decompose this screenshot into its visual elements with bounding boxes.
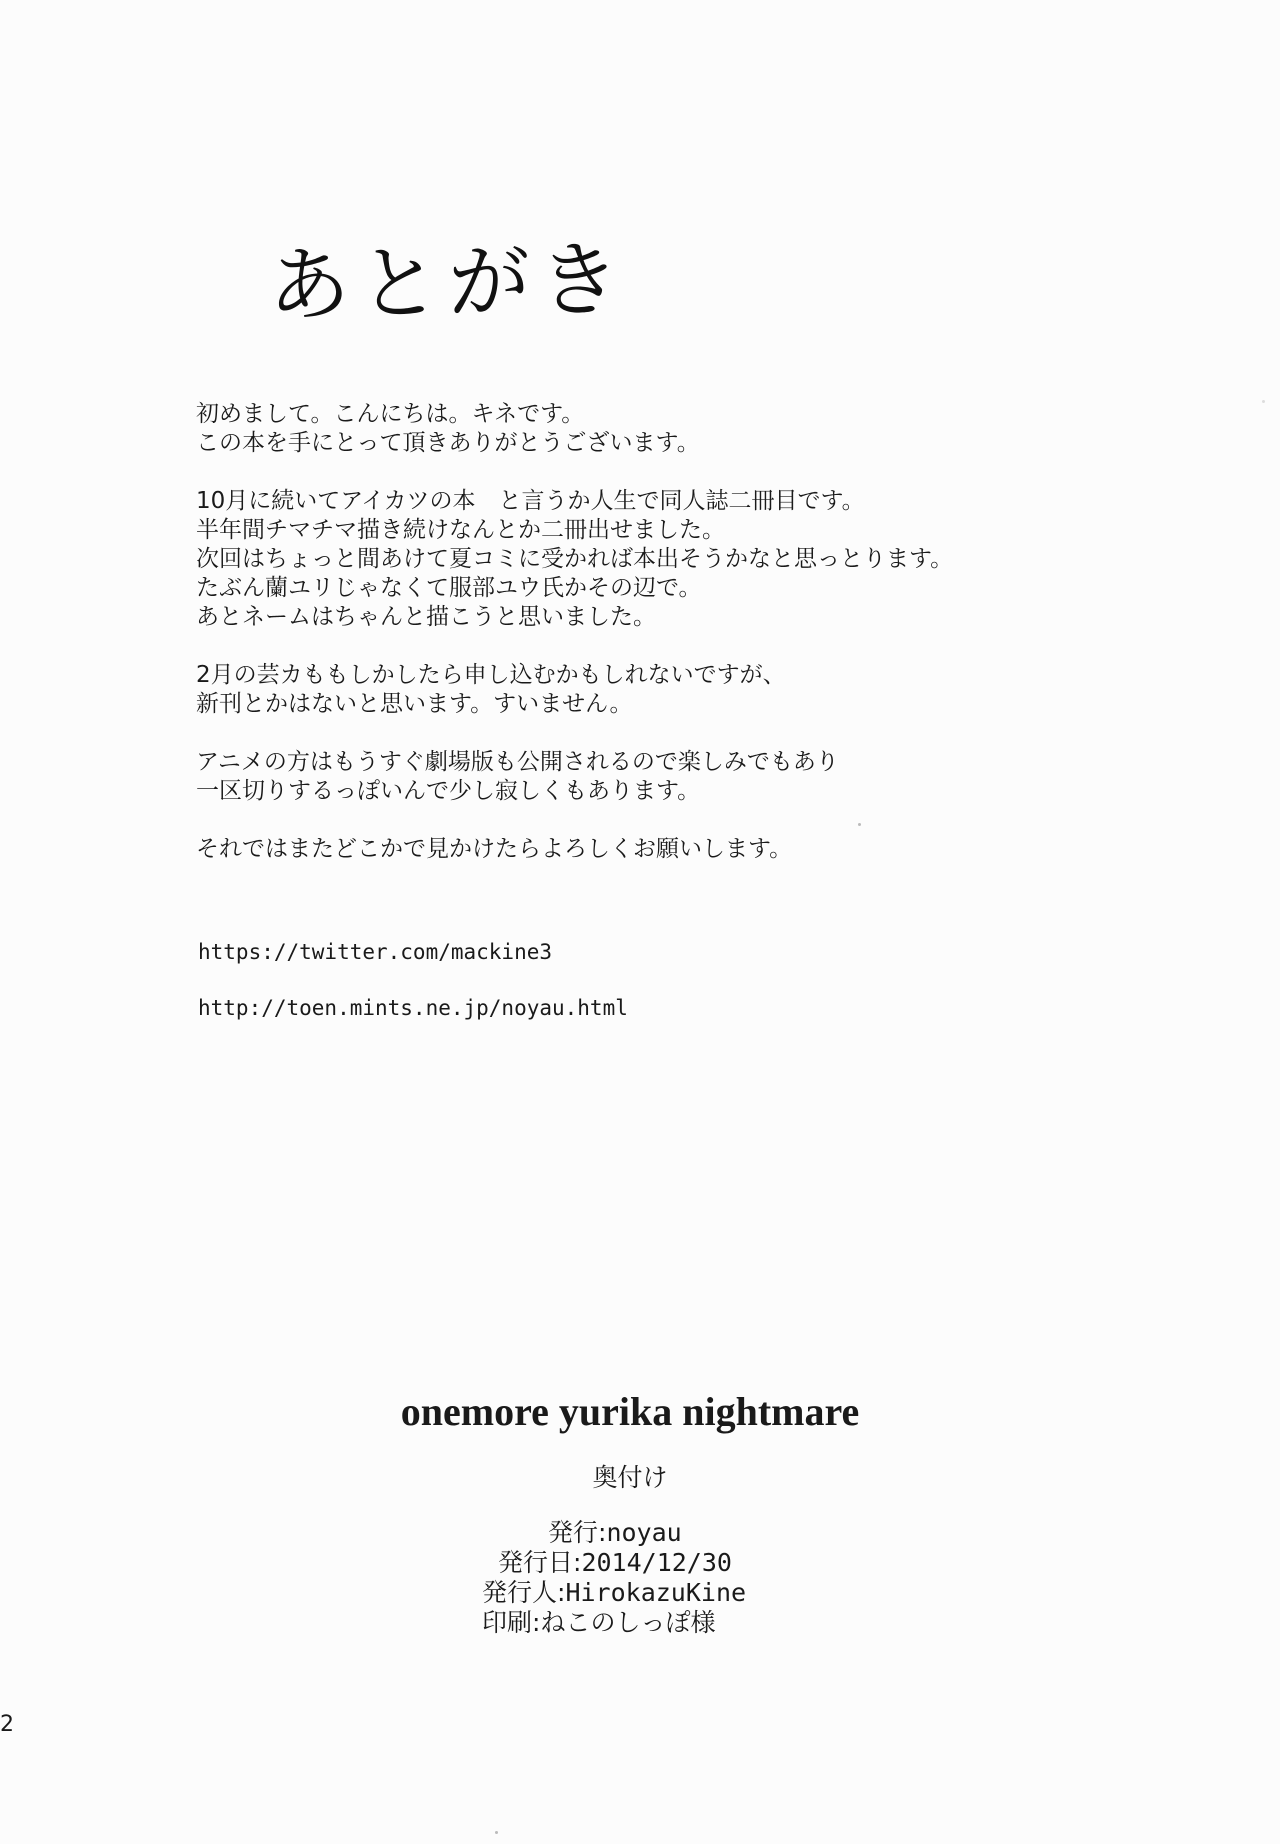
paragraph-3 (196, 661, 1096, 719)
afterword-heading: あとがき (267, 232, 629, 335)
printer-value: ねこのしっぽ様 (540, 1608, 716, 1637)
paragraph-1 (196, 400, 1096, 458)
printer-row (482, 1608, 746, 1638)
text-line: 次回はちょっと間あけて夏コミに受かれば本出そうかなと思っとります。 (196, 546, 954, 572)
paragraph-4 (196, 748, 1096, 806)
twitter-link[interactable]: https://twitter.com/mackine3 (198, 940, 553, 964)
text-line: 半年間チマチマ描き続けなんとか二冊出せました。 (196, 517, 725, 543)
text-line: あとネームはちゃんと描こうと思いました。 (196, 604, 656, 630)
website-link[interactable]: http://toen.mints.ne.jp/noyau.html (198, 996, 628, 1020)
scan-speck (495, 1831, 498, 1834)
issuer-value: HirokazuKine (565, 1578, 747, 1607)
date-value: 2014/12/30 (581, 1548, 732, 1577)
issuer-row (482, 1578, 746, 1608)
date-label: 発行日: (498, 1548, 582, 1577)
publisher-value: noyau (606, 1518, 682, 1547)
publisher-label: 発行: (548, 1518, 607, 1547)
text-line: 初めまして。こんにちは。キネです。 (196, 401, 585, 427)
text-line: アニメの方はもうすぐ劇場版も公開されるので楽しみでもあり (196, 749, 839, 775)
text-line: たぶん蘭ユリじゃなくて服部ユウ氏かその辺で。 (196, 575, 702, 601)
scan-speck (858, 823, 861, 826)
printer-label: 印刷: (482, 1608, 541, 1637)
publisher-row (482, 1518, 746, 1548)
paragraph-2 (196, 487, 1096, 632)
scan-speck (1262, 400, 1265, 403)
colophon-details (482, 1518, 746, 1638)
text-line: 2月の芸カももしかしたら申し込むかもしれないですが、 (196, 662, 786, 688)
colophon-label: 奥付け (592, 1463, 668, 1492)
page-number: 2 (0, 1712, 14, 1737)
text-line: それではまたどこかで見かけたらよろしくお願いします。 (196, 836, 793, 862)
text-line: この本を手にとって頂きありがとうございます。 (196, 430, 700, 456)
date-row (482, 1548, 746, 1578)
issuer-label: 発行人: (482, 1578, 566, 1607)
afterword-body (196, 400, 1096, 893)
text-line: 一区切りするっぽいんで少し寂しくもあります。 (196, 778, 701, 804)
text-line: 新刊とかはないと思います。すいません。 (196, 691, 633, 717)
paragraph-5 (196, 835, 1096, 864)
colophon-title: onemore yurika nightmare (400, 1389, 860, 1434)
text-line: 10月に続いてアイカツの本 と言うか人生で同人誌二冊目です。 (196, 488, 865, 514)
links-section (198, 940, 628, 1052)
